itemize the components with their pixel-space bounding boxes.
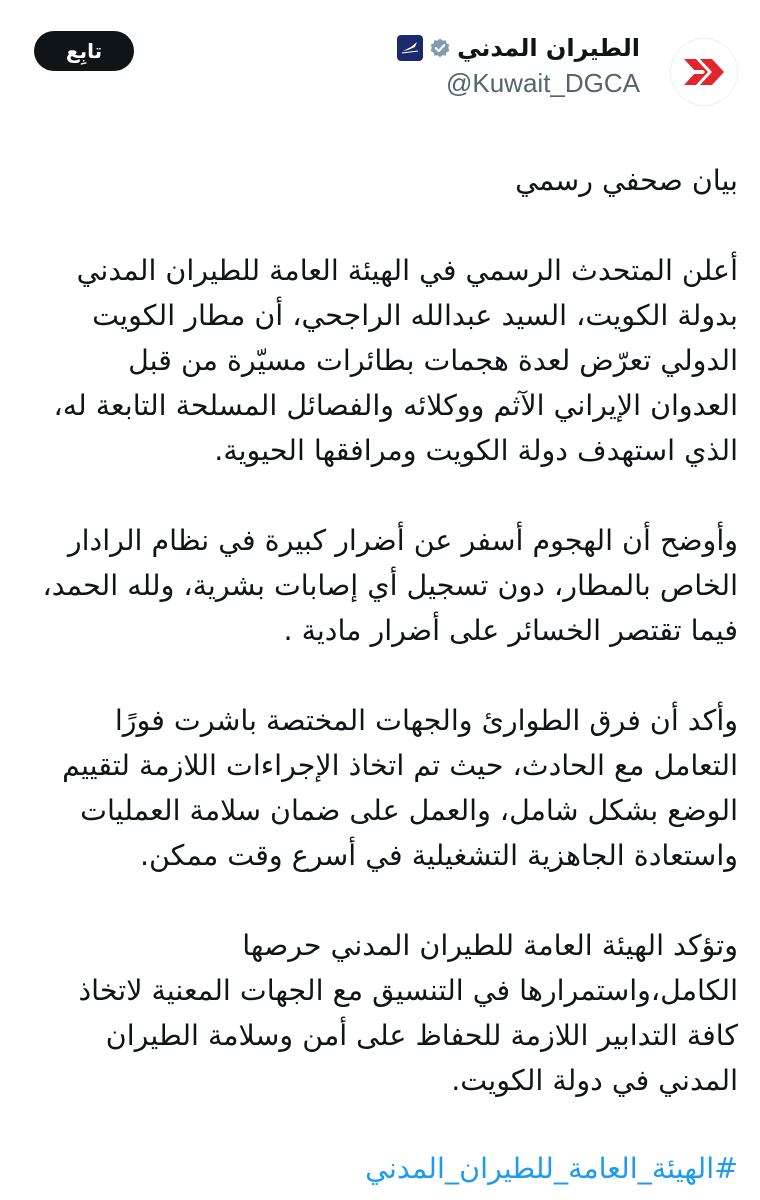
tweet-paragraph-commitment: وتؤكد الهيئة العامة للطيران المدني حرصها الكامل،واستمرارها في التنسيق مع الجهات المعنية لاتخاذ كافة التدابير اللازمة للحفاظ على أمن وسلامة الطيران المدني في دولة الكويت.: [78, 929, 738, 1097]
verified-badge-icon[interactable]: [429, 37, 451, 59]
dgca-logo-icon: [682, 55, 726, 89]
avatar[interactable]: [670, 38, 738, 106]
account-info: [397, 30, 640, 99]
account-handle[interactable]: @Kuwait_DGCA: [445, 68, 640, 98]
tweet-paragraph-damage: وأوضح أن الهجوم أسفر عن أضرار كبيرة في نظام الرادار الخاص بالمطار، دون تسجيل أي إصابات بشرية، ولله الحمد، فيما تقتصر الخسائر على أضرار مادية .: [42, 524, 738, 647]
tweet-paragraph-title: بيان صحفي رسمي: [515, 164, 738, 197]
tweet-paragraph-announcement: أعلن المتحدث الرسمي في الهيئة العامة للطيران المدني بدولة الكويت، السيد عبدالله الراجحي، أن مطار الكويت الدولي تعرّض لعدة هجمات بطائرات مسيّرة من قبل العدوان الإيراني الآثم ووكلائه والفصائل المسلحة التابعة له، الذي استهدف دولة الكويت ومرافقها الحيوية.: [53, 254, 738, 467]
tweet-text: [18, 158, 738, 1191]
tweet-header: [0, 0, 760, 120]
tweet-paragraph-response: وأكد أن فرق الطوارئ والجهات المختصة باشرت فورًا التعامل مع الحادث، حيث تم اتخاذ الإجراءات اللازمة لتقييم الوضع بشكل شامل، والعمل على ضمان سلامة العمليات واستعادة الجاهزية التشغيلية في أسرع وقت ممكن.: [62, 704, 738, 872]
hashtag-link[interactable]: #الهيئة_العامة_للطيران_المدني: [365, 1152, 738, 1185]
follow-button[interactable]: تابِع: [34, 31, 134, 71]
display-name[interactable]: الطيران المدني: [457, 34, 640, 62]
affiliate-badge-icon[interactable]: [397, 35, 423, 61]
